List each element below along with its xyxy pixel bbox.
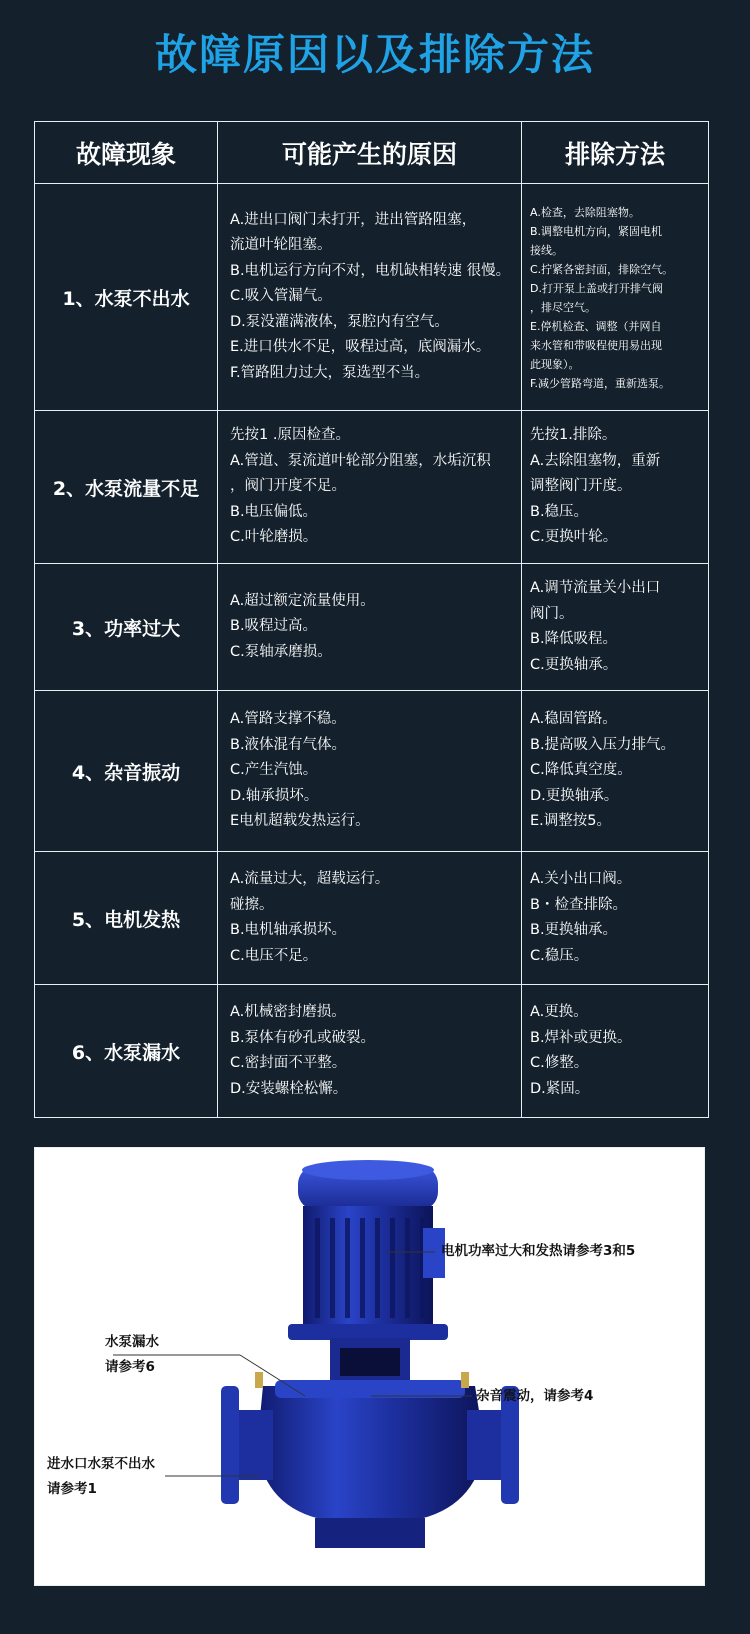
fix-cell xyxy=(522,852,709,985)
motor-cap-top xyxy=(302,1160,434,1180)
cause-line: ，阀门开度不足。 xyxy=(230,478,346,495)
table-row xyxy=(35,184,709,411)
cause-line: A.机械密封磨损。 xyxy=(230,1004,346,1020)
header-cause: 可能产生的原因 xyxy=(218,122,522,184)
cause-line: A.进出口阀门未打开，进出管路阻塞， xyxy=(230,211,477,228)
table-row xyxy=(35,691,709,852)
cause-line: A.超过额定流量使用。 xyxy=(230,592,375,609)
fix-line: C.更换轴承。 xyxy=(530,656,618,673)
cause-line: 先按1 .原因检查。 xyxy=(230,427,350,444)
cause-line: 碰擦。 xyxy=(230,896,274,913)
motor-callout: 电机功率过大和发热请参考3和5 xyxy=(441,1243,636,1259)
leak-callout-line2: 请参考6 xyxy=(105,1359,155,1375)
cause-line: D.轴承损坏。 xyxy=(230,787,319,804)
fix-line: B.稳压。 xyxy=(530,503,589,520)
fix-line: C.拧紧各密封面，排除空气。 xyxy=(530,263,674,276)
fix-line: A.更换。 xyxy=(530,1004,588,1020)
right-valve xyxy=(461,1372,469,1388)
phenomenon-cell: 6、水泵漏水 xyxy=(35,985,218,1118)
fix-line: D.紧固。 xyxy=(530,1080,590,1097)
cause-line: B.液体混有气体。 xyxy=(230,736,347,753)
cause-line: B.泵体有砂孔或破裂。 xyxy=(230,1029,376,1046)
fix-line: F.减少管路弯道，重新选泵。 xyxy=(530,377,671,390)
fix-line: 调整阀门开度。 xyxy=(530,478,632,495)
pump-diagram xyxy=(34,1147,705,1586)
cause-line: C.吸入管漏气。 xyxy=(230,288,332,305)
cause-cell xyxy=(218,985,522,1118)
fix-cell xyxy=(522,985,709,1118)
fix-line: A.调节流量关小出口 xyxy=(530,580,661,596)
motor-flange xyxy=(288,1324,448,1340)
cause-line: B.电压偏低。 xyxy=(230,503,318,520)
left-valve xyxy=(255,1372,263,1388)
cause-line: A.管路支撑不稳。 xyxy=(230,711,346,728)
cause-line: C.密封面不平整。 xyxy=(230,1055,347,1071)
inlet-callout-line2: 请参考1 xyxy=(47,1481,97,1497)
header-fix: 排除方法 xyxy=(522,122,709,184)
cause-line: B.电机运行方向不对，电机缺相转速 很慢。 xyxy=(230,262,511,279)
cause-cell xyxy=(218,411,522,564)
cause-line: C.泵轴承磨损。 xyxy=(230,643,332,660)
page-title: 故障原因以及排除方法 xyxy=(154,30,595,79)
fix-line: ，排尽空气。 xyxy=(530,301,596,314)
phenomenon-cell: 5、电机发热 xyxy=(35,852,218,985)
fix-line: 接线。 xyxy=(530,244,563,257)
fix-line: A.去除阻塞物，重新 xyxy=(530,452,661,469)
fix-line: D.更换轴承。 xyxy=(530,787,619,804)
fix-line: C.降低真空度。 xyxy=(530,762,632,779)
cause-cell xyxy=(218,691,522,852)
cause-line: A.管道、泵流道叶轮部分阻塞，水垢沉积 xyxy=(230,452,491,469)
fault-table xyxy=(34,121,709,1118)
fix-line: A.关小出口阀。 xyxy=(530,871,632,887)
cause-line: F.管路阻力过大，泵选型不当。 xyxy=(230,364,430,381)
fix-line: C.稳压。 xyxy=(530,947,589,964)
fix-line: A.稳固管路。 xyxy=(530,711,617,728)
phenomenon-cell: 3、功率过大 xyxy=(35,564,218,691)
fix-line: A.检查，去除阻塞物。 xyxy=(530,206,640,219)
shaft-opening xyxy=(340,1348,400,1376)
table-header-row xyxy=(35,122,709,184)
phenomenon-cell: 4、杂音振动 xyxy=(35,691,218,852)
phenomenon-cell: 2、水泵流量不足 xyxy=(35,411,218,564)
fix-line: B.调整电机方向，紧固电机 xyxy=(530,225,663,238)
fix-line: C.更换叶轮。 xyxy=(530,529,618,546)
cause-cell xyxy=(218,184,522,411)
motor-body xyxy=(303,1206,433,1328)
fix-cell xyxy=(522,691,709,852)
cause-line: C.电压不足。 xyxy=(230,947,318,964)
fix-line: B.焊补或更换。 xyxy=(530,1029,632,1046)
fix-line: B・检查排除。 xyxy=(530,896,627,913)
cause-line: D.泵没灌满液体，泵腔内有空气。 xyxy=(230,313,449,330)
fix-line: E.调整按5。 xyxy=(530,813,611,830)
cause-line: C.产生汽蚀。 xyxy=(230,762,318,779)
cause-line: E电机超载发热运行。 xyxy=(230,813,370,830)
inlet-flange xyxy=(221,1386,239,1504)
pump-base xyxy=(315,1518,425,1548)
pump-volute xyxy=(257,1386,485,1520)
table-row xyxy=(35,985,709,1118)
cause-line: C.叶轮磨损。 xyxy=(230,529,318,546)
fix-cell xyxy=(522,184,709,411)
cause-line: B.电机轴承损坏。 xyxy=(230,922,347,938)
table-row xyxy=(35,411,709,564)
cause-line: B.吸程过高。 xyxy=(230,618,318,635)
noise-callout: 杂音震动，请参考4 xyxy=(476,1388,594,1404)
fix-line: B.更换轴承。 xyxy=(530,922,618,938)
cause-cell xyxy=(218,564,522,691)
header-phenomenon: 故障现象 xyxy=(35,122,218,184)
fix-line: B.降低吸程。 xyxy=(530,631,618,647)
fix-line: E.停机检查、调整（并网自 xyxy=(530,320,662,333)
fix-line: 先按1.排除。 xyxy=(530,427,617,444)
fix-cell xyxy=(522,411,709,564)
fix-cell xyxy=(522,564,709,691)
fix-line: B.提高吸入压力排气。 xyxy=(530,736,676,753)
inlet-callout-line1: 进水口水泵不出水 xyxy=(47,1456,155,1472)
cause-line: E.进口供水不足，吸程过高，底阀漏水。 xyxy=(230,339,491,356)
fix-line: C.修整。 xyxy=(530,1055,589,1071)
table-row xyxy=(35,564,709,691)
fix-line: D.打开泵上盖或打开排气阀 xyxy=(530,282,663,295)
phenomenon-cell: 1、水泵不出水 xyxy=(35,184,218,411)
fix-line: 此现象）。 xyxy=(530,358,580,371)
fix-line: 来水管和带吸程使用易出现 xyxy=(530,339,662,352)
cause-line: A.流量过大，超载运行。 xyxy=(230,871,390,887)
table-row xyxy=(35,852,709,985)
fix-line: 阀门。 xyxy=(530,605,574,622)
cause-cell xyxy=(218,852,522,985)
cause-line: 流道叶轮阻塞。 xyxy=(230,237,332,254)
cause-line: D.安装螺栓松懈。 xyxy=(230,1080,348,1097)
leak-callout-line1: 水泵漏水 xyxy=(105,1334,159,1350)
